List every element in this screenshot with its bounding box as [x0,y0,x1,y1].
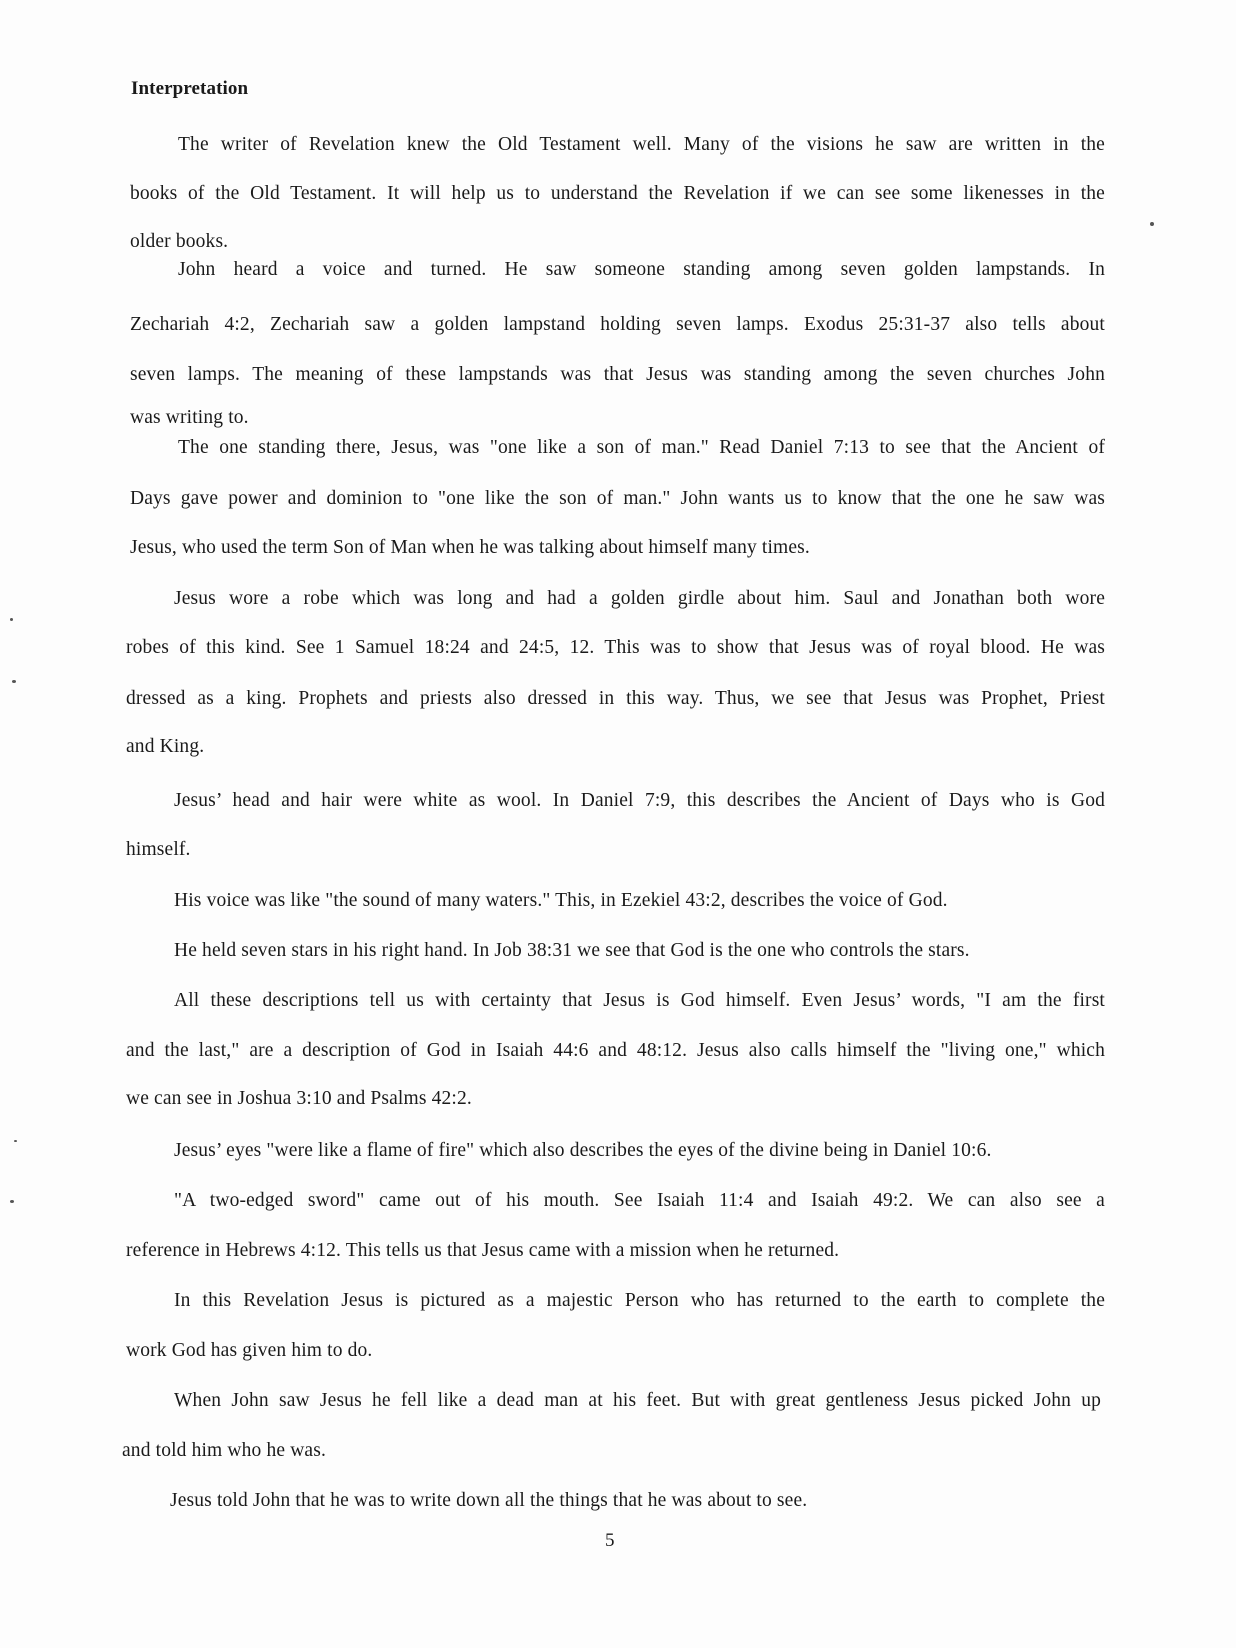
text-line: and the last," are a description of God in Isaiah 44:6 and 48:12. Jesus also calls himself the "living one," which [126,1040,1105,1061]
text-line: The one standing there, Jesus, was "one like a son of man." Read Daniel 7:13 to see that the Ancient of [178,437,1105,458]
text-line: Days gave power and dominion to "one like the son of man." John wants us to know that the one he saw was [130,488,1105,509]
text-line: himself. [126,839,191,860]
scan-speck [14,1140,17,1142]
text-line: Jesus told John that he was to write down all the things that he was about to see. [170,1490,808,1511]
text-line: we can see in Joshua 3:10 and Psalms 42:2. [126,1088,472,1109]
text-line: He held seven stars in his right hand. In Job 38:31 we see that God is the one who controls the stars. [174,940,970,961]
text-line: His voice was like "the sound of many waters." This, in Ezekiel 43:2, describes the voice of God. [174,890,948,911]
scan-speck [10,618,13,621]
text-line: Jesus wore a robe which was long and had a golden girdle about him. Saul and Jonathan both wore [174,588,1105,609]
text-line: In this Revelation Jesus is pictured as a majestic Person who has returned to the earth to complete the [174,1290,1105,1311]
section-heading: Interpretation [131,78,249,99]
text-line: Jesus’ eyes "were like a flame of fire" which also describes the eyes of the divine being in Daniel 10:6. [174,1140,992,1161]
text-line: robes of this kind. See 1 Samuel 18:24 and 24:5, 12. This was to show that Jesus was of royal blood. He was [126,637,1105,658]
text-line: dressed as a king. Prophets and priests also dressed in this way. Thus, we see that Jesus was Prophet, Priest [126,688,1105,709]
text-line: All these descriptions tell us with certainty that Jesus is God himself. Even Jesus’ words, "I am the first [174,990,1105,1011]
text-line: The writer of Revelation knew the Old Testament well. Many of the visions he saw are written in the [178,134,1105,155]
scan-speck [10,1200,14,1203]
text-line: reference in Hebrews 4:12. This tells us that Jesus came with a mission when he returned. [126,1240,840,1261]
text-line: older books. [130,231,229,252]
text-line: Jesus, who used the term Son of Man when he was talking about himself many times. [130,537,810,558]
text-line: books of the Old Testament. It will help us to understand the Revelation if we can see some likenesses in the [130,183,1105,204]
text-line: When John saw Jesus he fell like a dead man at his feet. But with great gentleness Jesus picked John up [174,1390,1101,1411]
text-line: and King. [126,736,205,757]
text-line: John heard a voice and turned. He saw someone standing among seven golden lampstands. In [178,259,1105,280]
text-line: work God has given him to do. [126,1340,373,1361]
text-line: Jesus’ head and hair were white as wool. In Daniel 7:9, this describes the Ancient of Days who is God [174,790,1105,811]
text-line: was writing to. [130,407,249,428]
text-line: seven lamps. The meaning of these lampstands was that Jesus was standing among the seven churches John [130,364,1105,385]
text-line: and told him who he was. [122,1440,326,1461]
scan-speck [12,680,16,683]
text-line: "A two-edged sword" came out of his mouth. See Isaiah 11:4 and Isaiah 49:2. We can also see a [174,1190,1105,1211]
scan-speck [1150,222,1154,226]
page-number: 5 [605,1530,615,1551]
text-line: Zechariah 4:2, Zechariah saw a golden lampstand holding seven lamps. Exodus 25:31-37 also tells about [130,314,1105,335]
